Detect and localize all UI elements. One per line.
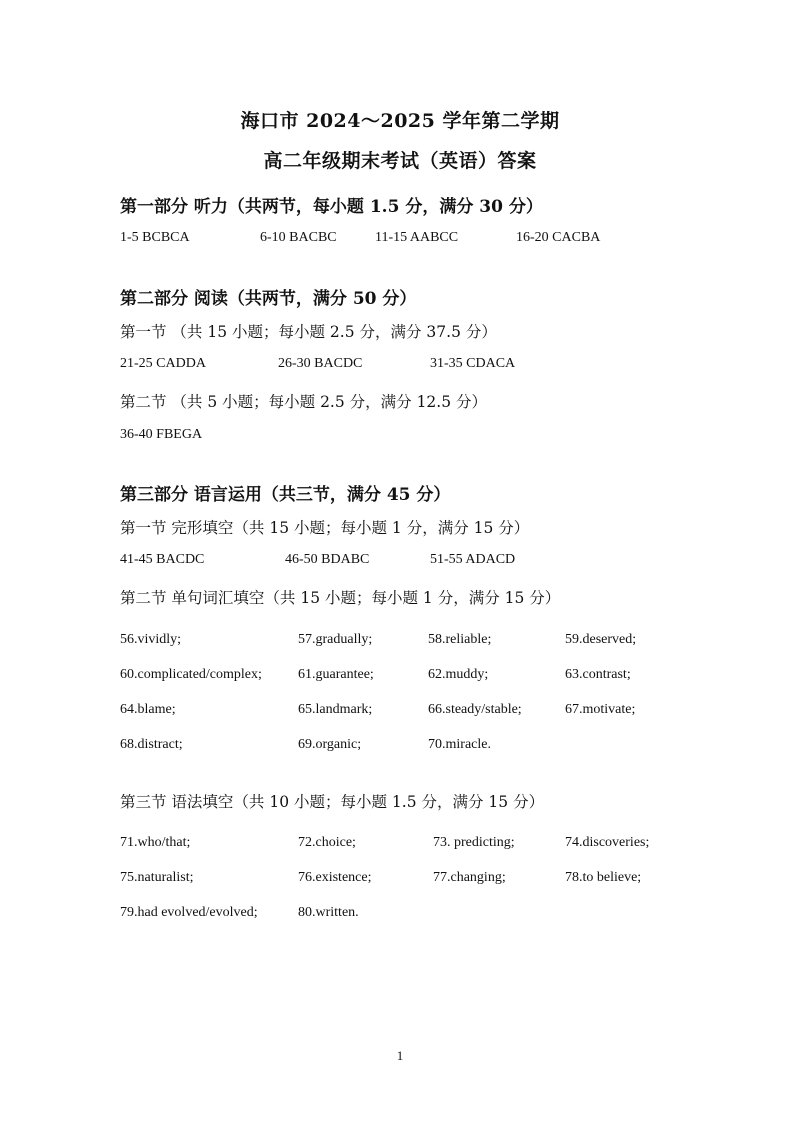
- part2-section1-answer: 31-35 CDACA: [430, 356, 516, 371]
- part2-section2-heading: 第二节 （共 5 小题；每小题 2.5 分，满分 12.5 分）: [120, 393, 488, 411]
- page-number: 1: [396, 1048, 404, 1063]
- vocab-answer: 60.complicated/complex;: [120, 667, 262, 682]
- vocab-answer: 69.organic;: [298, 737, 362, 752]
- vocab-answer: 67.motivate;: [565, 702, 636, 717]
- part2-section1-heading: 第一节 （共 15 小题；每小题 2.5 分，满分 37.5 分）: [120, 323, 497, 341]
- grammar-answer: 79.had evolved/evolved;: [120, 905, 258, 920]
- part2-section2-answer: 36-40 FBEGA: [120, 427, 203, 442]
- part2-section1-answer: 26-30 BACDC: [278, 356, 363, 371]
- grammar-answer: 78.to believe;: [565, 870, 642, 885]
- vocab-answer: 64.blame;: [120, 702, 176, 717]
- document-subtitle: 高二年级期末考试（英语）答案: [263, 150, 537, 172]
- vocab-answer: 57.gradually;: [298, 632, 373, 647]
- vocab-answer: 70.miracle.: [428, 737, 491, 752]
- vocab-answer: 61.guarantee;: [298, 667, 374, 682]
- part1-answer: 11-15 AABCC: [375, 230, 459, 245]
- grammar-answer: 76.existence;: [298, 870, 372, 885]
- vocab-answer: 66.steady/stable;: [428, 702, 522, 717]
- grammar-answer: 73. predicting;: [433, 835, 515, 850]
- grammar-answer: 72.choice;: [298, 835, 356, 850]
- grammar-answer: 74.discoveries;: [565, 835, 650, 850]
- vocab-answer: 63.contrast;: [565, 667, 631, 682]
- vocab-answer: 68.distract;: [120, 737, 183, 752]
- part1-answer: 6-10 BACBC: [260, 230, 337, 245]
- part3-heading: 第三部分 语言运用（共三节，满分 45 分）: [120, 485, 451, 505]
- vocab-answer: 56.vividly;: [120, 632, 182, 647]
- grammar-answer: 75.naturalist;: [120, 870, 194, 885]
- document-title: 海口市 2024～2025 学年第二学期: [240, 110, 560, 132]
- vocab-answer: 59.deserved;: [565, 632, 637, 647]
- part3-section3-heading: 第三节 语法填空（共 10 小题；每小题 1.5 分，满分 15 分）: [120, 793, 545, 811]
- vocab-answer: 62.muddy;: [428, 667, 489, 682]
- part2-section1-answer: 21-25 CADDA: [120, 356, 206, 371]
- part1-heading: 第一部分 听力（共两节，每小题 1.5 分，满分 30 分）: [120, 197, 543, 217]
- part1-answer: 1-5 BCBCA: [120, 230, 190, 245]
- part3-section1-heading: 第一节 完形填空（共 15 小题；每小题 1 分，满分 15 分）: [120, 519, 530, 537]
- part1-answer: 16-20 CACBA: [516, 230, 601, 245]
- part3-section1-answer: 51-55 ADACD: [430, 552, 516, 567]
- part2-heading: 第二部分 阅读（共两节，满分 50 分）: [120, 289, 417, 309]
- part3-section1-answer: 46-50 BDABC: [285, 552, 370, 567]
- vocab-answer: 65.landmark;: [298, 702, 373, 717]
- grammar-answer: 71.who/that;: [120, 835, 191, 850]
- part3-section2-heading: 第二节 单句词汇填空（共 15 小题；每小题 1 分，满分 15 分）: [120, 589, 561, 607]
- grammar-answer: 80.written.: [298, 905, 359, 920]
- part3-section1-answer: 41-45 BACDC: [120, 552, 205, 567]
- grammar-answer: 77.changing;: [433, 870, 506, 885]
- vocab-answer: 58.reliable;: [428, 632, 492, 647]
